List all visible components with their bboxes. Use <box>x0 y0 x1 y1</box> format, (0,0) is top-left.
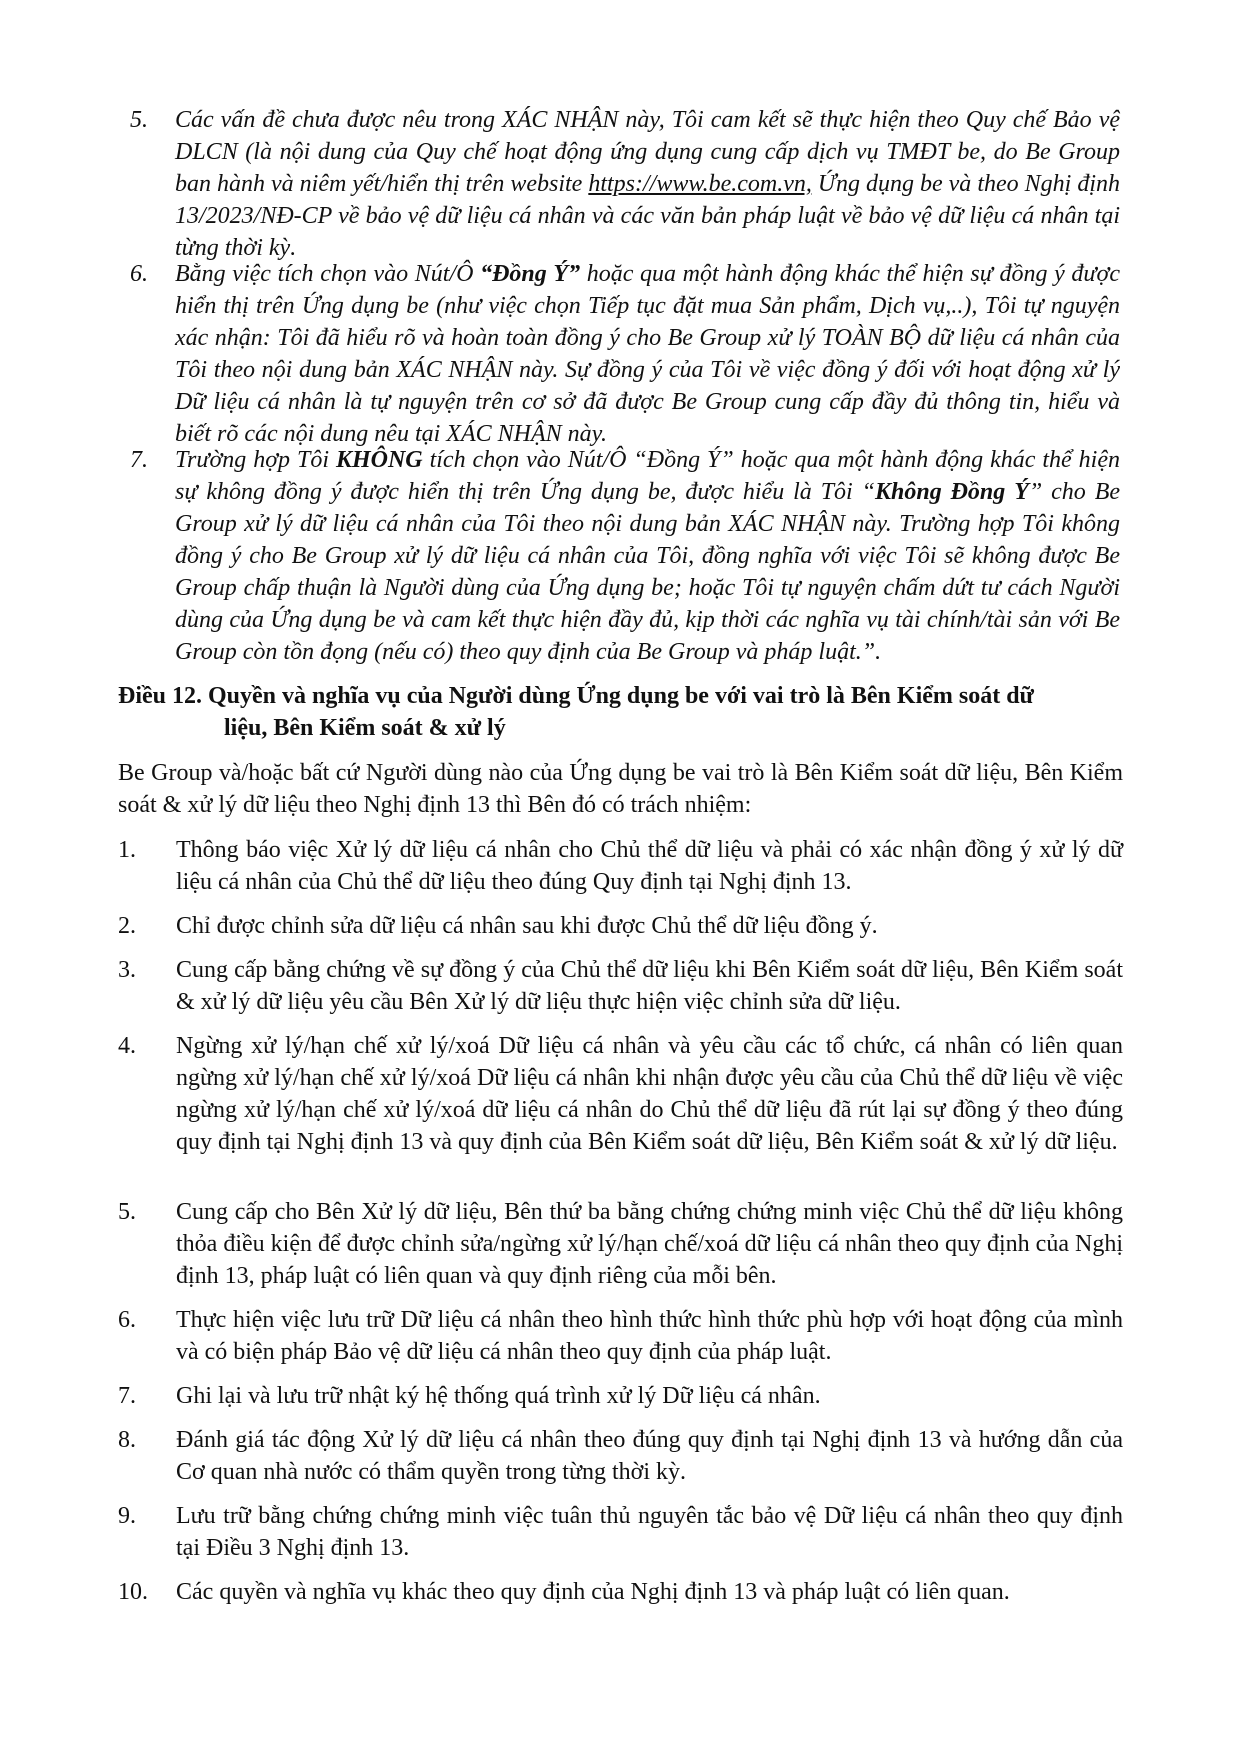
list-text: Cung cấp cho Bên Xử lý dữ liệu, Bên thứ ba bằng chứng chứng minh việc Chủ thể dữ liệu không thỏa điều kiện để được chỉnh sửa/ngừng xử lý/hạn chế/xoá dữ liệu cá nhân theo quy định của Nghị định 13, pháp luật có liên quan và quy định riêng của mỗi bên. <box>176 1199 1123 1289</box>
list-text: Đánh giá tác động Xử lý dữ liệu cá nhân theo đúng quy định tại Nghị định 13 và hướng dẫn của Cơ quan nhà nước có thẩm quyền trong từng thời kỳ. <box>176 1427 1123 1485</box>
emphasis-text: KHÔNG <box>335 447 423 473</box>
list-number: 6. <box>130 261 148 287</box>
list-text: Ngừng xử lý/hạn chế xử lý/xoá Dữ liệu cá nhân và yêu cầu các tổ chức, cá nhân có liên quan ngừng xử lý/hạn chế xử lý/xoá Dữ liệu cá nhân khi nhận được yêu cầu của Chủ thể dữ liệu về việc ngừng xử lý/hạn chế xử lý/xoá dữ liệu cá nhân do Chủ thể dữ liệu đã rút lại sự đồng ý theo đúng quy định tại Nghị định 13 và quy định của Bên Kiểm soát dữ liệu, Bên Kiểm soát & xử lý dữ liệu. <box>176 1033 1123 1155</box>
list-text: Chỉ được chỉnh sửa dữ liệu cá nhân sau khi được Chủ thể dữ liệu đồng ý. <box>176 913 878 939</box>
emphasis-text: “Đồng Ý” <box>480 261 581 287</box>
list-text: Các quyền và nghĩa vụ khác theo quy định của Nghị định 13 và pháp luật có liên quan. <box>176 1579 1010 1605</box>
website-link[interactable]: https://www.be.com.vn, <box>588 171 812 197</box>
list-text: Các vấn đề chưa được nêu trong XÁC NHẬN này, Tôi cam kết sẽ thực hiện theo Quy chế Bảo vệ DLCN (là nội dung của Quy chế hoạt động ứng dụng cung cấp dịch vụ TMĐT be, do Be Group ban hành và niêm yết/hiển thị trên website https://www.be.com.vn, Ứng dụng be và theo Nghị định 13/2023/NĐ-CP về bảo vệ dữ liệu cá nhân và các văn bản pháp luật về bảo vệ dữ liệu cá nhân tại từng thời kỳ. <box>175 107 1121 261</box>
list-text: Lưu trữ bằng chứng chứng minh việc tuân thủ nguyên tắc bảo vệ Dữ liệu cá nhân theo quy định tại Điều 3 Nghị định 13. <box>176 1503 1123 1561</box>
list-number: 7. <box>130 447 148 473</box>
list-number: 1. <box>118 837 136 863</box>
article-heading-line1: Điều 12. Quyền và nghĩa vụ của Người dùng Ứng dụng be với vai trò là Bên Kiểm soát dữ <box>118 683 1034 709</box>
list-number: 5. <box>130 107 148 133</box>
list-number: 8. <box>118 1427 136 1453</box>
list-text: Ghi lại và lưu trữ nhật ký hệ thống quá trình xử lý Dữ liệu cá nhân. <box>176 1383 821 1409</box>
list-text: Thực hiện việc lưu trữ Dữ liệu cá nhân theo hình thức hình thức phù hợp với hoạt động của mình và có biện pháp Bảo vệ dữ liệu cá nhân theo quy định của pháp luật. <box>176 1307 1123 1365</box>
list-number: 9. <box>118 1503 136 1529</box>
list-text: Trường hợp Tôi KHÔNG tích chọn vào Nút/Ô “Đồng Ý” hoặc qua một hành động khác thể hiện sự không đồng ý được hiển thị trên Ứng dụng be, được hiểu là Tôi “Không Đồng Ý” cho Be Group xử lý dữ liệu cá nhân của Tôi theo nội dung bản XÁC NHẬN này. Trường hợp Tôi không đồng ý cho Be Group xử lý dữ liệu cá nhân của Tôi, đồng nghĩa với việc Tôi sẽ không được Be Group chấp thuận là Người dùng của Ứng dụng be; hoặc Tôi tự nguyện chấm dứt tư cách Người dùng của Ứng dụng be và cam kết thực hiện đầy đủ, kịp thời các nghĩa vụ tài chính/tài sản với Be Group còn tồn đọng (nếu có) theo quy định của Be Group và pháp luật.”. <box>175 447 1121 665</box>
list-text: Cung cấp bằng chứng về sự đồng ý của Chủ thể dữ liệu khi Bên Kiểm soát dữ liệu, Bên Kiểm soát & xử lý dữ liệu yêu cầu Bên Xử lý dữ liệu thực hiện việc chỉnh sửa dữ liệu. <box>176 957 1123 1015</box>
list-number: 2. <box>118 913 136 939</box>
emphasis-text: Không Đồng Ý <box>874 479 1029 505</box>
intro-paragraph: Be Group và/hoặc bất cứ Người dùng nào của Ứng dụng be vai trò là Bên Kiểm soát dữ liệu, Bên Kiểm soát & xử lý dữ liệu theo Nghị định 13 thì Bên đó có trách nhiệm: <box>118 760 1123 818</box>
list-number: 7. <box>118 1383 136 1409</box>
article-heading <box>118 680 1123 744</box>
article-heading-line2: liệu, Bên Kiểm soát & xử lý <box>224 715 506 741</box>
list-number: 4. <box>118 1033 136 1059</box>
list-number: 6. <box>118 1307 136 1333</box>
list-text: Bằng việc tích chọn vào Nút/Ô “Đồng Ý” hoặc qua một hành động khác thể hiện sự đồng ý được hiển thị trên Ứng dụng be (như việc chọn Tiếp tục đặt mua Sản phẩm, Dịch vụ,..), Tôi tự nguyện xác nhận: Tôi đã hiểu rõ và hoàn toàn đồng ý cho Be Group xử lý TOÀN BỘ dữ liệu cá nhân của Tôi theo nội dung bản XÁC NHẬN này. Sự đồng ý của Tôi về việc đồng ý đối với hoạt động xử lý Dữ liệu cá nhân là tự nguyện trên cơ sở đã được Be Group cung cấp đầy đủ thông tin, hiểu và biết rõ các nội dung nêu tại XÁC NHẬN này. <box>175 261 1120 447</box>
list-number: 5. <box>118 1199 136 1225</box>
list-text: Thông báo việc Xử lý dữ liệu cá nhân cho Chủ thể dữ liệu và phải có xác nhận đồng ý xử lý dữ liệu cá nhân của Chủ thể dữ liệu theo đúng Quy định tại Nghị định 13. <box>176 837 1123 895</box>
list-number: 3. <box>118 957 136 983</box>
list-number: 10. <box>118 1579 148 1605</box>
